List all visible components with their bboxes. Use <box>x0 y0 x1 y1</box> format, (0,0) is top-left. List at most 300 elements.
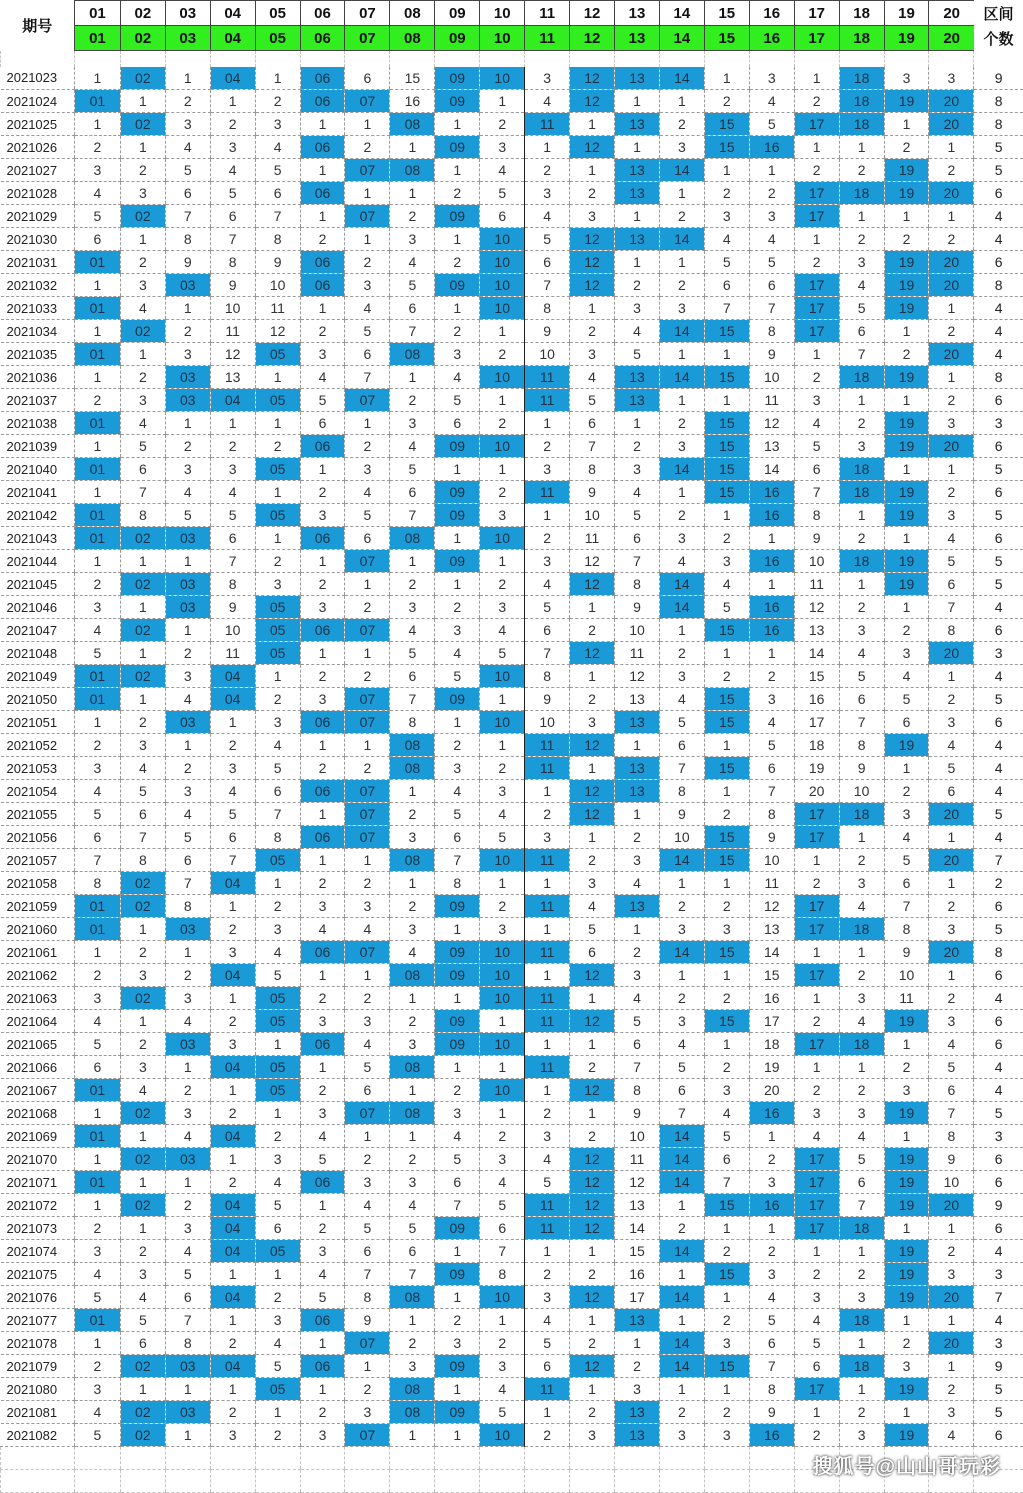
drawn-number-cell: 19 <box>884 274 929 297</box>
omission-cell: 5 <box>390 1217 435 1240</box>
drawn-number-cell: 14 <box>659 366 704 389</box>
blank-cell <box>615 1447 660 1470</box>
drawn-number-cell: 10 <box>480 1286 525 1309</box>
period-cell: 2021068 <box>1 1102 75 1125</box>
omission-cell: 3 <box>345 274 390 297</box>
omission-cell: 5 <box>435 389 480 412</box>
omission-cell: 3 <box>255 711 300 734</box>
header-number: 10 <box>480 1 525 26</box>
header-row-green <box>1 26 1023 51</box>
drawn-number-cell: 17 <box>794 1378 839 1401</box>
omission-cell: 8 <box>749 320 794 343</box>
drawn-number-cell: 11 <box>525 734 570 757</box>
omission-cell: 2 <box>525 1424 570 1447</box>
drawn-number-cell: 12 <box>570 228 615 251</box>
omission-cell: 4 <box>749 228 794 251</box>
omission-cell: 2 <box>480 573 525 596</box>
omission-cell: 2 <box>165 1079 210 1102</box>
omission-cell: 2 <box>480 757 525 780</box>
range-count-cell: 4 <box>974 1079 1023 1102</box>
drawn-number-cell: 13 <box>615 228 660 251</box>
drawn-number-cell: 15 <box>704 412 749 435</box>
drawn-number-cell: 09 <box>435 550 480 573</box>
period-cell: 2021025 <box>1 113 75 136</box>
omission-cell: 4 <box>570 895 615 918</box>
header-number-green: 11 <box>525 26 570 51</box>
omission-cell: 6 <box>929 1079 974 1102</box>
period-cell: 2021061 <box>1 941 75 964</box>
omission-cell: 2 <box>300 228 345 251</box>
omission-cell: 3 <box>74 757 120 780</box>
omission-cell: 2 <box>480 343 525 366</box>
omission-cell: 3 <box>300 1102 345 1125</box>
omission-cell: 1 <box>570 1309 615 1332</box>
omission-cell: 1 <box>435 1286 480 1309</box>
omission-cell: 2 <box>659 987 704 1010</box>
omission-cell: 8 <box>480 1263 525 1286</box>
omission-cell: 1 <box>120 1171 165 1194</box>
drawn-number-cell: 01 <box>74 918 120 941</box>
range-count-cell: 6 <box>974 1171 1023 1194</box>
omission-cell: 4 <box>794 412 839 435</box>
omission-cell: 3 <box>390 412 435 435</box>
omission-cell: 5 <box>165 1263 210 1286</box>
range-count-cell: 6 <box>974 251 1023 274</box>
omission-cell: 1 <box>839 1240 884 1263</box>
omission-cell: 2 <box>165 320 210 343</box>
drawn-number-cell: 03 <box>165 1401 210 1424</box>
omission-cell: 3 <box>120 734 165 757</box>
drawn-number-cell: 18 <box>839 182 884 205</box>
omission-cell: 5 <box>794 1332 839 1355</box>
omission-cell: 1 <box>300 642 345 665</box>
range-count-cell: 6 <box>974 619 1023 642</box>
omission-cell: 12 <box>255 320 300 343</box>
omission-cell: 6 <box>345 343 390 366</box>
spacer-cell <box>749 51 794 67</box>
omission-cell: 1 <box>839 826 884 849</box>
period-cell: 2021028 <box>1 182 75 205</box>
omission-cell: 3 <box>749 688 794 711</box>
drawn-number-cell: 14 <box>659 320 704 343</box>
table-row <box>1 320 1023 343</box>
drawn-number-cell: 06 <box>300 90 345 113</box>
drawn-number-cell: 02 <box>120 320 165 343</box>
omission-cell: 6 <box>255 1217 300 1240</box>
blank-cell <box>570 1470 615 1493</box>
omission-cell: 1 <box>659 251 704 274</box>
omission-cell: 3 <box>255 573 300 596</box>
omission-cell: 1 <box>839 504 884 527</box>
range-count-cell: 4 <box>974 343 1023 366</box>
omission-cell: 3 <box>749 205 794 228</box>
header-number-green: 20 <box>929 26 974 51</box>
omission-cell: 12 <box>615 665 660 688</box>
omission-cell: 1 <box>300 1378 345 1401</box>
omission-cell: 5 <box>210 803 255 826</box>
omission-cell: 5 <box>390 458 435 481</box>
drawn-number-cell: 20 <box>929 251 974 274</box>
drawn-number-cell: 14 <box>659 1332 704 1355</box>
omission-cell: 1 <box>884 205 929 228</box>
period-cell: 2021074 <box>1 1240 75 1263</box>
omission-cell: 2 <box>615 826 660 849</box>
omission-cell: 1 <box>480 1102 525 1125</box>
omission-cell: 3 <box>210 458 255 481</box>
drawn-number-cell: 06 <box>300 780 345 803</box>
spacer-cell <box>884 51 929 67</box>
drawn-number-cell: 19 <box>884 182 929 205</box>
range-count-cell: 6 <box>974 182 1023 205</box>
blank-cell <box>120 1470 165 1493</box>
omission-cell: 12 <box>749 412 794 435</box>
omission-cell: 3 <box>480 136 525 159</box>
omission-cell: 1 <box>345 113 390 136</box>
omission-cell: 5 <box>794 435 839 458</box>
omission-cell: 1 <box>929 136 974 159</box>
omission-cell: 1 <box>884 320 929 343</box>
omission-cell: 3 <box>929 504 974 527</box>
drawn-number-cell: 13 <box>615 389 660 412</box>
omission-cell: 8 <box>165 895 210 918</box>
period-cell: 2021052 <box>1 734 75 757</box>
omission-cell: 6 <box>390 1240 435 1263</box>
omission-cell: 6 <box>345 1079 390 1102</box>
period-cell: 2021077 <box>1 1309 75 1332</box>
spacer-cell <box>120 51 165 67</box>
drawn-number-cell: 01 <box>74 1171 120 1194</box>
omission-cell: 1 <box>480 550 525 573</box>
drawn-number-cell: 02 <box>120 67 165 90</box>
omission-cell: 1 <box>390 136 435 159</box>
range-count-cell: 6 <box>974 1217 1023 1240</box>
blank-cell <box>704 1470 749 1493</box>
omission-cell: 5 <box>704 1125 749 1148</box>
omission-cell: 4 <box>480 1378 525 1401</box>
drawn-number-cell: 10 <box>480 435 525 458</box>
omission-cell: 5 <box>659 711 704 734</box>
omission-cell: 1 <box>210 1148 255 1171</box>
omission-cell: 6 <box>839 1171 884 1194</box>
omission-cell: 1 <box>300 458 345 481</box>
omission-cell: 5 <box>345 1217 390 1240</box>
omission-cell: 1 <box>480 320 525 343</box>
omission-cell: 1 <box>884 1401 929 1424</box>
omission-cell: 1 <box>525 504 570 527</box>
omission-cell: 6 <box>74 826 120 849</box>
omission-cell: 1 <box>480 1056 525 1079</box>
omission-cell: 15 <box>794 665 839 688</box>
omission-cell: 8 <box>120 504 165 527</box>
omission-cell: 3 <box>615 1378 660 1401</box>
omission-cell: 1 <box>210 1079 255 1102</box>
omission-cell: 6 <box>390 481 435 504</box>
omission-cell: 3 <box>345 895 390 918</box>
omission-cell: 4 <box>704 573 749 596</box>
drawn-number-cell: 18 <box>839 550 884 573</box>
omission-cell: 1 <box>210 1309 255 1332</box>
drawn-number-cell: 13 <box>615 159 660 182</box>
omission-cell: 8 <box>255 826 300 849</box>
header-number: 19 <box>884 1 929 26</box>
omission-cell: 2 <box>704 665 749 688</box>
drawn-number-cell: 17 <box>794 918 839 941</box>
omission-cell: 2 <box>480 895 525 918</box>
omission-cell: 1 <box>255 67 300 90</box>
omission-cell: 1 <box>74 67 120 90</box>
omission-cell: 5 <box>525 596 570 619</box>
table-row <box>1 849 1023 872</box>
range-count-cell: 6 <box>974 711 1023 734</box>
omission-cell: 6 <box>659 734 704 757</box>
table-row <box>1 964 1023 987</box>
omission-cell: 2 <box>74 1217 120 1240</box>
drawn-number-cell: 01 <box>74 412 120 435</box>
omission-cell: 2 <box>300 1079 345 1102</box>
omission-cell: 4 <box>794 1125 839 1148</box>
blank-cell <box>165 1470 210 1493</box>
header-number: 05 <box>255 1 300 26</box>
drawn-number-cell: 10 <box>480 987 525 1010</box>
omission-cell: 8 <box>74 872 120 895</box>
omission-cell: 3 <box>435 619 480 642</box>
omission-cell: 2 <box>659 1401 704 1424</box>
table-row <box>1 1309 1023 1332</box>
omission-cell: 3 <box>525 1125 570 1148</box>
drawn-number-cell: 18 <box>839 458 884 481</box>
blank-cell <box>1 1447 75 1470</box>
blank-cell <box>435 1447 480 1470</box>
omission-cell: 5 <box>74 1286 120 1309</box>
omission-cell: 1 <box>300 734 345 757</box>
omission-cell: 2 <box>570 1263 615 1286</box>
table-row <box>1 872 1023 895</box>
omission-cell: 2 <box>390 1332 435 1355</box>
omission-cell: 3 <box>525 458 570 481</box>
drawn-number-cell: 17 <box>794 803 839 826</box>
period-cell: 2021054 <box>1 780 75 803</box>
table-row <box>1 435 1023 458</box>
omission-cell: 6 <box>345 67 390 90</box>
drawn-number-cell: 18 <box>839 1355 884 1378</box>
drawn-number-cell: 01 <box>74 343 120 366</box>
table-row <box>1 182 1023 205</box>
drawn-number-cell: 19 <box>884 573 929 596</box>
table-row <box>1 67 1023 90</box>
omission-cell: 1 <box>435 527 480 550</box>
range-count-cell: 3 <box>974 642 1023 665</box>
drawn-number-cell: 04 <box>210 872 255 895</box>
omission-cell: 1 <box>704 642 749 665</box>
drawn-number-cell: 12 <box>570 251 615 274</box>
table-row <box>1 1079 1023 1102</box>
omission-cell: 7 <box>929 596 974 619</box>
omission-cell: 9 <box>615 1102 660 1125</box>
omission-cell: 10 <box>929 1171 974 1194</box>
omission-cell: 1 <box>659 1378 704 1401</box>
omission-cell: 7 <box>165 205 210 228</box>
drawn-number-cell: 05 <box>255 596 300 619</box>
omission-cell: 4 <box>884 665 929 688</box>
table-row <box>1 1010 1023 1033</box>
spacer-cell <box>345 51 390 67</box>
drawn-number-cell: 03 <box>165 274 210 297</box>
omission-cell: 16 <box>615 1263 660 1286</box>
omission-cell: 1 <box>929 1217 974 1240</box>
omission-cell: 9 <box>839 757 884 780</box>
drawn-number-cell: 13 <box>615 711 660 734</box>
table-row <box>1 1102 1023 1125</box>
omission-cell: 2 <box>255 90 300 113</box>
drawn-number-cell: 06 <box>300 826 345 849</box>
omission-cell: 1 <box>120 1010 165 1033</box>
omission-cell: 2 <box>570 849 615 872</box>
omission-cell: 1 <box>884 527 929 550</box>
table-row <box>1 1424 1023 1447</box>
omission-cell: 1 <box>435 987 480 1010</box>
omission-cell: 4 <box>390 619 435 642</box>
drawn-number-cell: 16 <box>749 136 794 159</box>
omission-cell: 14 <box>615 1217 660 1240</box>
omission-cell: 2 <box>345 987 390 1010</box>
table-row <box>1 895 1023 918</box>
omission-cell: 2 <box>839 412 884 435</box>
drawn-number-cell: 19 <box>884 1102 929 1125</box>
omission-cell: 2 <box>300 872 345 895</box>
omission-cell: 1 <box>300 1332 345 1355</box>
omission-cell: 6 <box>659 1079 704 1102</box>
drawn-number-cell: 01 <box>74 504 120 527</box>
omission-cell: 5 <box>255 757 300 780</box>
range-count-cell: 5 <box>974 136 1023 159</box>
range-count-cell: 9 <box>974 67 1023 90</box>
omission-cell: 2 <box>300 987 345 1010</box>
omission-cell: 11 <box>570 527 615 550</box>
blank-cell <box>120 1447 165 1470</box>
period-cell: 2021051 <box>1 711 75 734</box>
drawn-number-cell: 12 <box>570 274 615 297</box>
count-header: 个数 <box>974 26 1023 51</box>
drawn-number-cell: 08 <box>390 343 435 366</box>
omission-cell: 2 <box>210 113 255 136</box>
drawn-number-cell: 06 <box>300 67 345 90</box>
omission-cell: 2 <box>929 895 974 918</box>
omission-cell: 1 <box>390 987 435 1010</box>
omission-cell: 1 <box>74 274 120 297</box>
omission-cell: 4 <box>615 872 660 895</box>
drawn-number-cell: 19 <box>884 159 929 182</box>
drawn-number-cell: 14 <box>659 1125 704 1148</box>
omission-cell: 4 <box>120 297 165 320</box>
header-number-green: 18 <box>839 26 884 51</box>
omission-cell: 8 <box>615 573 660 596</box>
omission-cell: 4 <box>749 90 794 113</box>
table-row <box>1 1148 1023 1171</box>
drawn-number-cell: 08 <box>390 757 435 780</box>
blank-cell <box>165 1447 210 1470</box>
omission-cell: 4 <box>345 1194 390 1217</box>
omission-cell: 1 <box>704 1033 749 1056</box>
drawn-number-cell: 19 <box>884 504 929 527</box>
omission-cell: 7 <box>704 1171 749 1194</box>
omission-cell: 4 <box>659 1033 704 1056</box>
omission-cell: 1 <box>120 596 165 619</box>
drawn-number-cell: 14 <box>659 159 704 182</box>
omission-cell: 1 <box>120 550 165 573</box>
omission-cell: 5 <box>570 389 615 412</box>
range-count-cell: 5 <box>974 573 1023 596</box>
omission-cell: 3 <box>255 1309 300 1332</box>
omission-cell: 8 <box>255 228 300 251</box>
omission-cell: 7 <box>480 1240 525 1263</box>
omission-cell: 2 <box>120 941 165 964</box>
omission-cell: 1 <box>300 964 345 987</box>
omission-cell: 1 <box>210 987 255 1010</box>
drawn-number-cell: 17 <box>794 297 839 320</box>
omission-cell: 3 <box>255 113 300 136</box>
header-number-green: 06 <box>300 26 345 51</box>
range-count-cell: 5 <box>974 803 1023 826</box>
omission-cell: 3 <box>839 435 884 458</box>
drawn-number-cell: 12 <box>570 1079 615 1102</box>
drawn-number-cell: 17 <box>794 1033 839 1056</box>
omission-cell: 3 <box>659 297 704 320</box>
omission-cell: 1 <box>570 1033 615 1056</box>
omission-cell: 6 <box>74 1056 120 1079</box>
omission-cell: 2 <box>120 251 165 274</box>
table-row <box>1 826 1023 849</box>
omission-cell: 8 <box>570 458 615 481</box>
omission-cell: 1 <box>704 1217 749 1240</box>
spacer-cell <box>165 51 210 67</box>
table-row <box>1 1033 1023 1056</box>
omission-cell: 1 <box>390 550 435 573</box>
omission-cell: 3 <box>210 1424 255 1447</box>
omission-cell: 3 <box>749 1263 794 1286</box>
omission-cell: 2 <box>165 435 210 458</box>
omission-cell: 4 <box>165 688 210 711</box>
omission-cell: 1 <box>704 504 749 527</box>
omission-cell: 2 <box>210 734 255 757</box>
omission-cell: 5 <box>525 1171 570 1194</box>
omission-cell: 3 <box>300 1010 345 1033</box>
drawn-number-cell: 13 <box>615 366 660 389</box>
range-count-cell: 5 <box>974 1102 1023 1125</box>
omission-cell: 5 <box>120 435 165 458</box>
omission-cell: 3 <box>480 918 525 941</box>
omission-cell: 3 <box>794 389 839 412</box>
omission-cell: 2 <box>300 1401 345 1424</box>
omission-cell: 4 <box>480 159 525 182</box>
drawn-number-cell: 13 <box>615 1309 660 1332</box>
period-cell: 2021043 <box>1 527 75 550</box>
omission-cell: 3 <box>255 1148 300 1171</box>
drawn-number-cell: 16 <box>749 1194 794 1217</box>
omission-cell: 2 <box>749 1240 794 1263</box>
drawn-number-cell: 11 <box>525 1194 570 1217</box>
omission-cell: 6 <box>794 1355 839 1378</box>
omission-cell: 2 <box>210 1401 255 1424</box>
omission-cell: 1 <box>210 1378 255 1401</box>
omission-cell: 1 <box>525 964 570 987</box>
omission-cell: 2 <box>525 1263 570 1286</box>
omission-cell: 3 <box>659 136 704 159</box>
header-number: 14 <box>659 1 704 26</box>
table-row <box>1 665 1023 688</box>
omission-cell: 1 <box>615 803 660 826</box>
period-cell: 2021032 <box>1 274 75 297</box>
omission-cell: 5 <box>749 251 794 274</box>
